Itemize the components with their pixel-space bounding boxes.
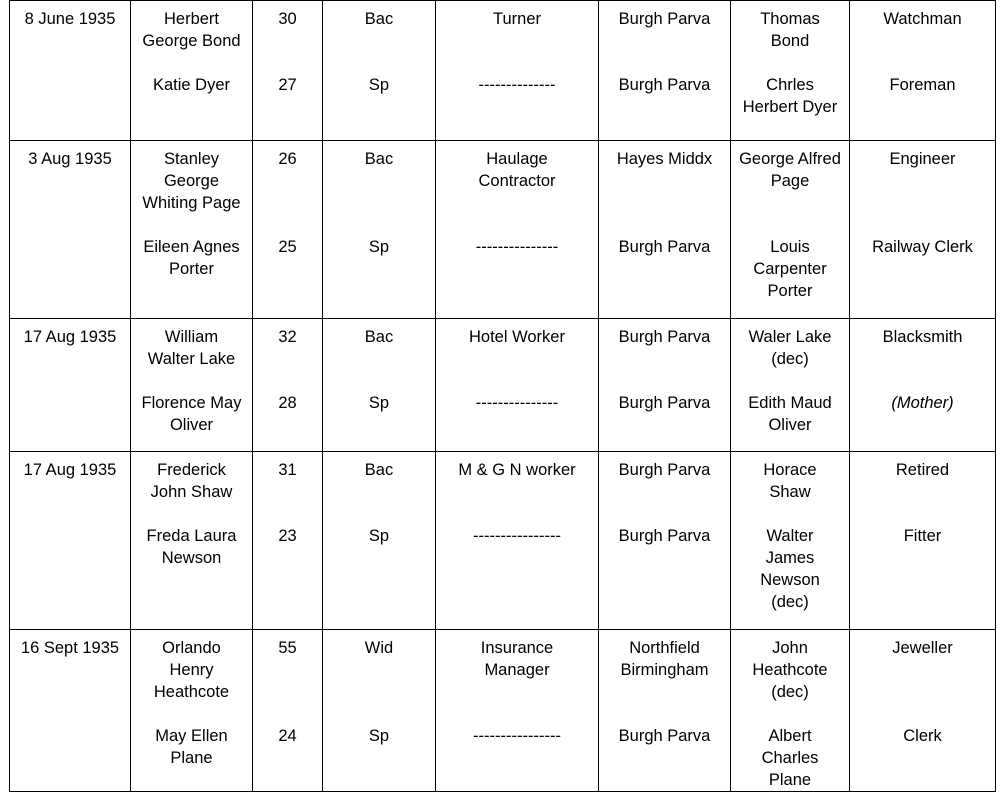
names-cell — [131, 319, 253, 452]
groom-condition: Bac — [364, 328, 394, 346]
names-cell — [131, 452, 253, 630]
fathers-cell — [731, 141, 850, 319]
bride-father: Albert Charles Plane — [761, 727, 819, 789]
marriage-date-cell — [10, 452, 131, 630]
bride-residence: Burgh Parva — [618, 238, 711, 256]
groom-name: Herbert George Bond — [142, 10, 241, 50]
bride-age: 23 — [278, 527, 297, 545]
groom-name: Orlando Henry Heathcote — [153, 639, 230, 701]
father-occupation-cell — [850, 319, 996, 452]
groom-name: Stanley George Whiting Page — [142, 150, 241, 212]
bride-father-occupation: Railway Clerk — [872, 238, 973, 256]
bride-residence: Burgh Parva — [618, 394, 711, 412]
marriage-date: 17 Aug 1935 — [23, 461, 117, 479]
residence-cell — [599, 630, 731, 792]
marriage-date: 16 Sept 1935 — [20, 639, 120, 657]
groom-father: Waler Lake (dec) — [748, 328, 832, 368]
fathers-cell — [731, 1, 850, 141]
bride-residence: Burgh Parva — [618, 76, 711, 94]
marriage-date: 8 June 1935 — [24, 10, 116, 28]
bride-father-occupation: Fitter — [903, 527, 942, 545]
groom-condition: Wid — [364, 639, 394, 657]
groom-residence: Burgh Parva — [618, 10, 711, 28]
bride-condition: Sp — [368, 527, 390, 545]
marriage-date: 17 Aug 1935 — [23, 328, 117, 346]
bride-father-occupation: Foreman — [889, 76, 956, 94]
residence-cell — [599, 1, 731, 141]
groom-occupation: M & G N worker — [458, 461, 576, 479]
bride-name: Florence May Oliver — [141, 394, 242, 434]
bride-occupation: -------------- — [478, 76, 556, 94]
occupation-cell — [436, 1, 599, 141]
groom-occupation: Insurance Manager — [480, 639, 554, 679]
bride-occupation: ---------------- — [473, 727, 561, 745]
groom-father-occupation: Watchman — [883, 10, 962, 28]
bride-residence: Burgh Parva — [618, 727, 711, 745]
ages-cell — [253, 141, 323, 319]
bride-age: 27 — [278, 76, 297, 94]
bride-father-occupation: Clerk — [903, 727, 942, 745]
register-row — [10, 630, 996, 792]
groom-father: Thomas Bond — [760, 10, 820, 50]
groom-residence: Burgh Parva — [618, 461, 711, 479]
groom-father-occupation: Blacksmith — [882, 328, 963, 346]
bride-age: 25 — [278, 238, 297, 256]
bride-father-occupation: (Mother) — [891, 394, 954, 412]
groom-occupation: Turner — [493, 10, 541, 28]
groom-condition: Bac — [364, 10, 394, 28]
marriage-date-cell — [10, 630, 131, 792]
groom-occupation: Hotel Worker — [469, 328, 565, 346]
ages-cell — [253, 452, 323, 630]
fathers-cell — [731, 319, 850, 452]
father-occupation-cell — [850, 452, 996, 630]
condition-cell — [323, 141, 436, 319]
groom-father: Horace Shaw — [763, 461, 817, 501]
occupation-cell — [436, 452, 599, 630]
fathers-cell — [731, 630, 850, 792]
bride-occupation: --------------- — [475, 238, 559, 256]
bride-name: May Ellen Plane — [155, 727, 228, 767]
bride-name: Katie Dyer — [152, 76, 231, 94]
groom-residence: Hayes Middx — [616, 150, 713, 168]
groom-age: 32 — [278, 328, 297, 346]
groom-age: 26 — [278, 150, 297, 168]
groom-name: William Walter Lake — [147, 328, 236, 368]
bride-condition: Sp — [368, 238, 390, 256]
groom-residence: Burgh Parva — [618, 328, 711, 346]
groom-age: 31 — [278, 461, 297, 479]
occupation-cell — [436, 141, 599, 319]
bride-condition: Sp — [368, 727, 390, 745]
groom-occupation: Haulage Contractor — [478, 150, 556, 190]
bride-age: 24 — [278, 727, 297, 745]
bride-age: 28 — [278, 394, 297, 412]
bride-residence: Burgh Parva — [618, 527, 711, 545]
bride-father: Chrles Herbert Dyer — [742, 76, 838, 116]
register-row — [10, 1, 996, 141]
condition-cell — [323, 452, 436, 630]
condition-cell — [323, 630, 436, 792]
names-cell — [131, 1, 253, 141]
bride-father: Walter James Newson (dec) — [760, 527, 820, 611]
marriage-date-cell — [10, 319, 131, 452]
bride-occupation: --------------- — [475, 394, 559, 412]
father-occupation-cell — [850, 141, 996, 319]
residence-cell — [599, 452, 731, 630]
ages-cell — [253, 630, 323, 792]
names-cell — [131, 630, 253, 792]
groom-father-occupation: Jeweller — [892, 639, 953, 657]
groom-age: 30 — [278, 10, 297, 28]
groom-condition: Bac — [364, 461, 394, 479]
groom-father: George Alfred Page — [739, 150, 841, 190]
groom-father: John Heathcote (dec) — [752, 639, 828, 701]
bride-condition: Sp — [368, 76, 390, 94]
bride-condition: Sp — [368, 394, 390, 412]
residence-cell — [599, 319, 731, 452]
ages-cell — [253, 319, 323, 452]
residence-cell — [599, 141, 731, 319]
marriage-date: 3 Aug 1935 — [28, 150, 112, 168]
register-row — [10, 452, 996, 630]
groom-condition: Bac — [364, 150, 394, 168]
groom-age: 55 — [278, 639, 297, 657]
register-row — [10, 141, 996, 319]
fathers-cell — [731, 452, 850, 630]
bride-father: Edith Maud Oliver — [748, 394, 832, 434]
marriage-date-cell — [10, 1, 131, 141]
bride-name: Freda Laura Newson — [146, 527, 237, 567]
names-cell — [131, 141, 253, 319]
bride-father: Louis Carpenter Porter — [753, 238, 827, 300]
marriage-date-cell — [10, 141, 131, 319]
register-row — [10, 319, 996, 452]
groom-father-occupation: Engineer — [889, 150, 956, 168]
occupation-cell — [436, 319, 599, 452]
father-occupation-cell — [850, 1, 996, 141]
groom-residence: Northfield Birmingham — [620, 639, 709, 679]
ages-cell — [253, 1, 323, 141]
bride-name: Eileen Agnes Porter — [143, 238, 240, 278]
condition-cell — [323, 319, 436, 452]
marriage-register-table — [9, 0, 996, 792]
condition-cell — [323, 1, 436, 141]
father-occupation-cell — [850, 630, 996, 792]
groom-father-occupation: Retired — [895, 461, 950, 479]
bride-occupation: ---------------- — [473, 527, 561, 545]
groom-name: Frederick John Shaw — [150, 461, 233, 501]
occupation-cell — [436, 630, 599, 792]
